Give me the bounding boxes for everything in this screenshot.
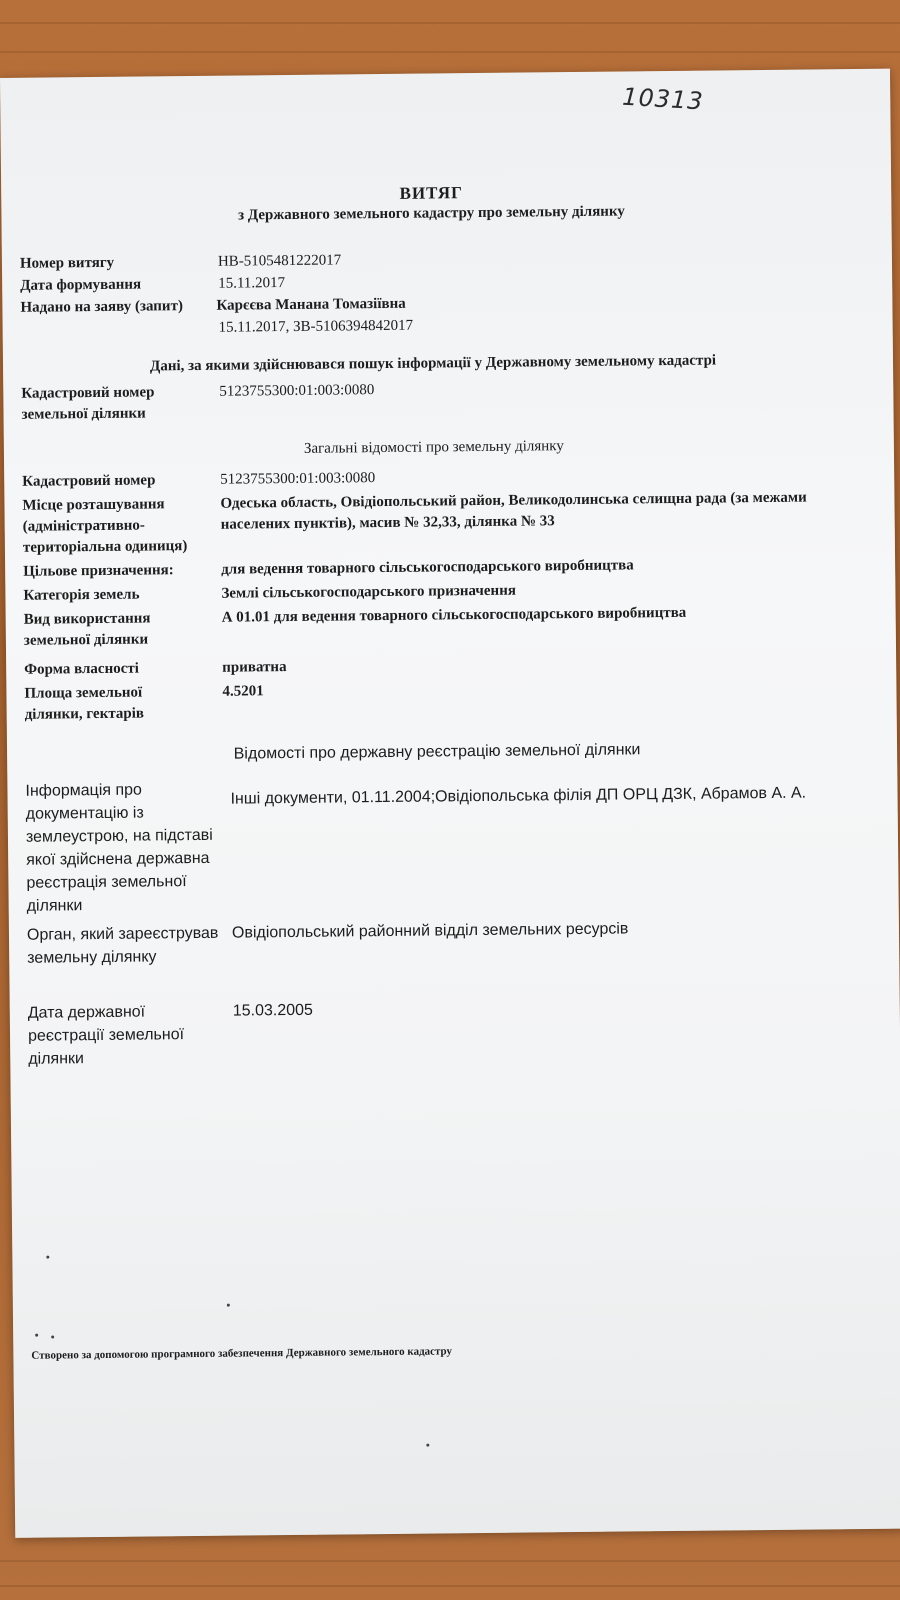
provided-request: 15.11.2017, ЗВ-5106394842017: [218, 317, 414, 336]
usage-value: А 01.01 для ведення товарного сільськогосподарського виробництва: [221, 604, 687, 626]
handwritten-note: 10313: [621, 82, 705, 116]
search-cadastral-value: 5123755300:01:003:0080: [219, 382, 375, 400]
general-section-heading: Загальні відомості про земельну ділянку: [303, 438, 564, 457]
ownership-row: [24, 651, 864, 678]
formation-date-label: Дата формування: [20, 276, 142, 294]
registration-date-value: 15.03.2005: [232, 1001, 313, 1020]
search-cadastral-row: [21, 375, 861, 423]
general-cadastral-label: Кадастровий номер: [22, 472, 156, 490]
docs-row: [25, 771, 865, 915]
area-value: 4.5201: [222, 683, 264, 700]
footer-note: Створено за допомогою програмного забезпечення Державного земельного кадастру: [31, 1345, 453, 1362]
general-cadastral-row: [22, 463, 862, 490]
provided-label: Надано на заяву (запит): [20, 298, 183, 316]
docs-value: Інші документи, 01.11.2004;Овідіопольська філія ДП ОРЦ ДЗК, Абрамов А. А.: [230, 784, 807, 808]
authority-label: Орган, який зареєстрував земельну ділянку: [26, 924, 219, 967]
usage-label: Вид використання земельної ділянки: [23, 610, 151, 649]
extract-number-value: НВ-5105481222017: [217, 252, 342, 270]
general-cadastral-value: 5123755300:01:003:0080: [220, 470, 376, 488]
purpose-label: Цільове призначення:: [23, 562, 174, 580]
purpose-value: для ведення товарного сільськогосподарського виробництва: [221, 557, 634, 578]
search-cadastral-label: Кадастровий номер земельної ділянки: [21, 384, 155, 423]
search-section-heading: Дані, за якими здійснювався пошук інформації у Державному земельному кадастрі: [149, 352, 717, 375]
location-label: Місце розташування (адміністративно-територіальна одиниця): [22, 496, 188, 556]
registration-date-label: Дата державної реєстрації земельної ділянки: [27, 1003, 185, 1068]
category-value: Землі сільськогосподарського призначення: [221, 582, 516, 602]
extract-number-label: Номер витягу: [19, 254, 115, 272]
registration-section-heading: Відомості про державну реєстрацію земельної ділянки: [233, 741, 641, 763]
ownership-value: приватна: [222, 659, 287, 676]
provided-name: Карєєва Манана Томазіївна: [216, 295, 406, 314]
document-subtitle: з Державного земельного кадастру про земельну ділянку: [237, 203, 625, 224]
formation-date-value: 15.11.2017: [218, 275, 286, 292]
registration-date-row: [27, 993, 868, 1068]
extract-number-row: [19, 245, 860, 272]
docs-label: Інформація про документацію із землеустрою, на підставі якої здійснена державна реєстрація земельної ділянки: [25, 781, 213, 915]
document-page: [0, 69, 900, 1538]
ownership-label: Форма власності: [24, 660, 139, 678]
category-label: Категорія земель: [23, 586, 140, 604]
document-title: ВИТЯГ: [399, 183, 463, 203]
location-value: Одеська область, Овідіопольський район, Великодолинська селищна рада (за межами населених пунктів), масив № 32,33, ділянка № 33: [220, 489, 807, 533]
authority-value: Овідіопольський районний відділ земельних ресурсів: [231, 920, 629, 942]
area-label: Площа земельної ділянки, гектарів: [24, 684, 145, 723]
